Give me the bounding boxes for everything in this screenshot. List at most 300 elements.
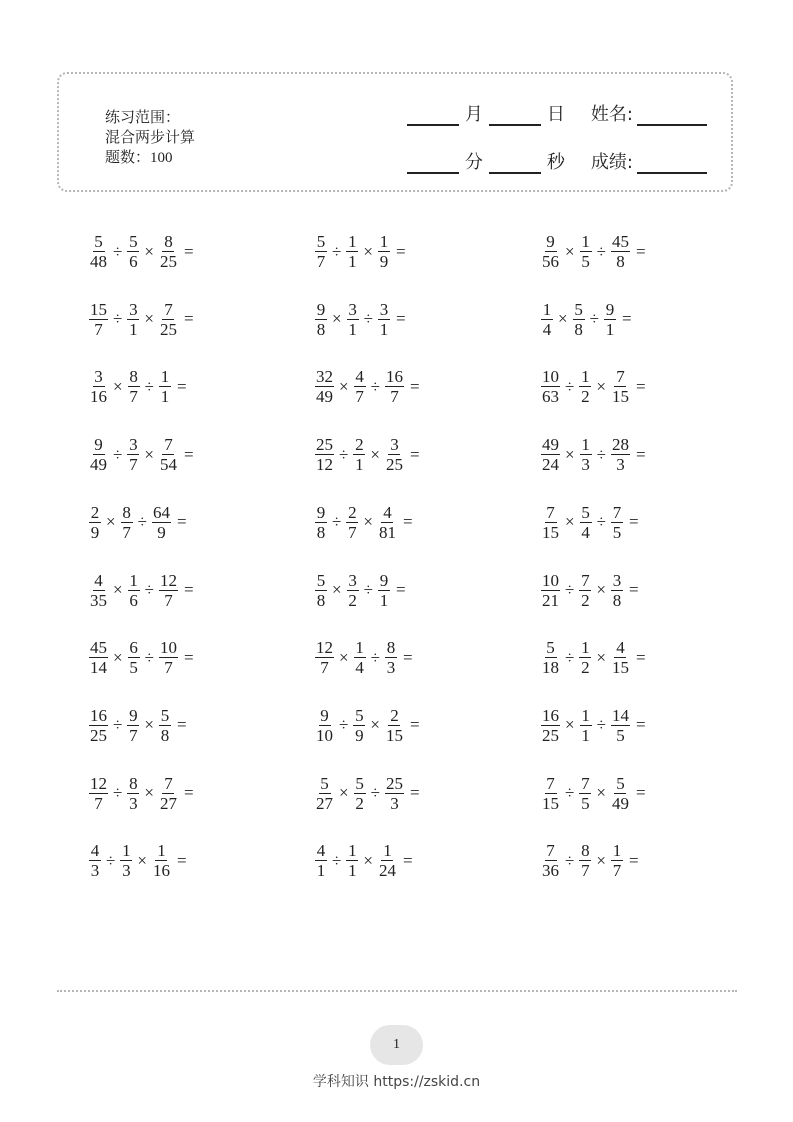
fraction [151, 504, 172, 541]
denominator: 8 [612, 590, 622, 610]
date-name-row [407, 100, 707, 126]
denominator: 1 [348, 861, 357, 881]
numerator: 7 [581, 773, 590, 793]
fraction [610, 707, 631, 744]
fraction [126, 233, 140, 270]
fraction [377, 842, 398, 879]
problem-item [540, 301, 632, 338]
equals-sign: = [635, 715, 646, 735]
numerator: 4 [355, 367, 364, 387]
numerator: 1 [348, 232, 357, 251]
exercise-info [105, 108, 195, 168]
divide-sign: ÷ [565, 580, 575, 599]
numerator: 3 [390, 435, 399, 455]
denominator: 4 [355, 658, 364, 678]
fraction [88, 368, 109, 405]
numerator: 1 [581, 435, 590, 455]
minute-blank[interactable] [407, 154, 459, 174]
multiply-sign: × [596, 783, 606, 803]
divide-sign: ÷ [144, 376, 154, 396]
denominator: 3 [386, 658, 396, 678]
multiply-sign: × [363, 850, 373, 870]
fraction [572, 301, 586, 338]
denominator: 7 [122, 522, 131, 542]
denominator: 25 [159, 252, 177, 271]
numerator: 3 [129, 299, 138, 319]
equals-sign: = [635, 647, 646, 667]
multiply-sign: × [370, 444, 380, 464]
problem-item [540, 504, 639, 541]
multiply-sign: × [596, 647, 606, 667]
denominator: 3 [616, 455, 625, 475]
fraction [578, 775, 592, 812]
denominator: 27 [159, 793, 177, 813]
denominator: 7 [390, 387, 399, 407]
equals-sign: = [395, 309, 406, 329]
fraction [540, 436, 561, 473]
numerator: 64 [152, 502, 170, 522]
denominator: 1 [581, 725, 590, 745]
fraction [578, 368, 592, 405]
fraction [314, 301, 328, 338]
fraction [314, 436, 335, 473]
multiply-sign: × [565, 241, 575, 261]
problem-item [540, 775, 646, 812]
fraction [346, 572, 360, 609]
divide-sign: ÷ [137, 512, 147, 532]
divide-sign: ÷ [370, 647, 380, 667]
day-label: 日 [546, 104, 565, 125]
denominator: 25 [90, 725, 107, 745]
numerator: 1 [581, 638, 590, 658]
denominator: 1 [379, 590, 389, 610]
denominator: 5 [616, 725, 625, 745]
numerator: 7 [164, 773, 173, 793]
denominator: 1 [316, 861, 326, 881]
equals-sign: = [402, 850, 413, 870]
problem-item [88, 707, 187, 744]
numerator: 15 [90, 299, 107, 319]
fraction [88, 707, 109, 744]
day-blank[interactable] [489, 106, 541, 126]
denominator: 16 [90, 387, 107, 407]
denominator: 4 [581, 522, 590, 542]
fraction [610, 572, 624, 609]
numerator: 8 [129, 367, 138, 387]
multiply-sign: × [144, 309, 154, 329]
numerator: 45 [611, 232, 629, 251]
denominator: 10 [316, 725, 333, 745]
numerator: 12 [316, 638, 333, 658]
numerator: 8 [129, 773, 138, 793]
fraction [610, 436, 631, 473]
denominator: 2 [348, 590, 357, 610]
equals-sign: = [176, 512, 187, 532]
denominator: 9 [90, 522, 100, 542]
fraction [158, 572, 179, 609]
numerator: 2 [355, 435, 364, 455]
equals-sign: = [635, 783, 646, 803]
multiply-sign: × [370, 715, 380, 735]
denominator: 7 [320, 658, 329, 678]
problem-item [314, 775, 420, 812]
multiply-sign: × [339, 783, 349, 803]
multiply-sign: × [565, 512, 575, 532]
fraction [578, 572, 592, 609]
problem-item [540, 707, 646, 744]
fraction [578, 639, 592, 676]
denominator: 2 [581, 387, 590, 407]
equals-sign: = [635, 376, 646, 396]
divide-sign: ÷ [144, 647, 154, 667]
denominator: 7 [355, 387, 364, 407]
denominator: 63 [542, 387, 559, 407]
numerator: 8 [122, 502, 131, 522]
multiply-sign: × [339, 376, 349, 396]
denominator: 15 [542, 522, 559, 542]
denominator: 54 [159, 455, 177, 475]
name-blank[interactable] [637, 106, 707, 126]
numerator: 45 [90, 638, 107, 658]
numerator: 5 [316, 232, 326, 251]
fraction [314, 842, 328, 879]
divide-sign: ÷ [565, 783, 575, 803]
divide-sign: ÷ [596, 444, 606, 464]
fraction [579, 436, 593, 473]
second-label: 秒 [546, 152, 565, 173]
numerator: 3 [379, 299, 389, 319]
equals-sign: = [409, 783, 420, 803]
denominator: 5 [581, 252, 590, 271]
equals-sign: = [183, 647, 194, 667]
denominator: 7 [129, 387, 138, 407]
numerator: 1 [581, 367, 590, 387]
denominator: 2 [581, 658, 590, 678]
problem-item [540, 368, 646, 405]
numerator: 7 [546, 502, 555, 522]
denominator: 81 [378, 522, 396, 542]
fraction [540, 639, 561, 676]
fraction [384, 368, 405, 405]
denominator: 15 [385, 725, 403, 745]
fraction [346, 301, 360, 338]
divide-sign: ÷ [363, 309, 373, 329]
equals-sign: = [402, 512, 413, 532]
denominator: 24 [542, 455, 559, 475]
equals-sign: = [628, 580, 639, 599]
denominator: 9 [355, 725, 364, 745]
equals-sign: = [628, 850, 639, 870]
multiply-sign: × [565, 444, 575, 464]
numerator: 1 [379, 232, 389, 251]
denominator: 8 [160, 725, 170, 745]
equals-sign: = [183, 783, 194, 803]
numerator: 9 [546, 232, 555, 251]
numerator: 49 [542, 435, 559, 455]
numerator: 8 [581, 841, 590, 861]
multiply-sign: × [144, 241, 154, 261]
equals-sign: = [183, 241, 194, 261]
divider [57, 990, 737, 992]
denominator: 7 [612, 861, 622, 881]
fraction [353, 775, 367, 812]
equals-sign: = [635, 444, 646, 464]
divide-sign: ÷ [113, 783, 123, 803]
divide-sign: ÷ [596, 715, 606, 735]
fraction [353, 639, 367, 676]
fraction [377, 504, 398, 541]
numerator: 32 [316, 367, 333, 387]
numerator: 9 [316, 299, 326, 319]
fraction [352, 707, 366, 744]
denominator: 8 [616, 252, 625, 271]
fraction [158, 368, 172, 405]
fraction [120, 504, 134, 541]
denominator: 3 [581, 455, 590, 475]
multiply-sign: × [339, 647, 349, 667]
fraction [540, 572, 561, 609]
equals-sign: = [176, 850, 187, 870]
numerator: 25 [385, 773, 403, 793]
problem-item [88, 775, 194, 812]
fraction [127, 368, 141, 405]
multiply-sign: × [363, 241, 373, 261]
fraction [314, 504, 328, 541]
numerator: 1 [122, 841, 131, 861]
numerator: 1 [581, 232, 590, 251]
numerator: 5 [546, 638, 555, 658]
denominator: 14 [90, 658, 107, 678]
numerator: 10 [159, 638, 177, 658]
denominator: 3 [390, 793, 399, 813]
fraction [88, 233, 109, 270]
numerator: 28 [611, 435, 629, 455]
denominator: 5 [581, 793, 590, 813]
numerator: 4 [616, 638, 625, 658]
numerator: 9 [320, 705, 329, 725]
multiply-sign: × [332, 309, 342, 329]
time-score-row [407, 148, 707, 174]
divide-sign: ÷ [332, 241, 342, 261]
denominator: 3 [129, 793, 138, 813]
numerator: 5 [355, 705, 364, 725]
fraction [540, 368, 561, 405]
numerator: 6 [129, 638, 138, 658]
fraction [151, 842, 172, 879]
denominator: 18 [542, 658, 559, 678]
equals-sign: = [183, 309, 194, 329]
fraction [579, 707, 593, 744]
divide-sign: ÷ [589, 309, 599, 329]
denominator: 25 [542, 725, 559, 745]
minute-label: 分 [464, 152, 483, 173]
denominator: 49 [611, 793, 629, 813]
equals-sign: = [409, 715, 420, 735]
numerator: 10 [542, 570, 559, 590]
denominator: 1 [355, 455, 364, 475]
denominator: 1 [129, 319, 138, 339]
fraction [579, 504, 593, 541]
numerator: 16 [542, 705, 559, 725]
fraction [384, 707, 405, 744]
numerator: 1 [157, 841, 166, 861]
numerator: 7 [616, 367, 625, 387]
fraction [88, 504, 102, 541]
problem-item [88, 301, 194, 338]
multiply-sign: × [332, 580, 342, 599]
fraction [352, 436, 366, 473]
numerator: 12 [159, 570, 177, 590]
numerator: 8 [164, 232, 173, 251]
numerator: 7 [164, 435, 173, 455]
fraction [384, 775, 405, 812]
equals-sign: = [621, 309, 632, 329]
denominator: 8 [316, 319, 326, 339]
month-blank[interactable] [407, 106, 459, 126]
numerator: 5 [316, 570, 326, 590]
denominator: 15 [611, 387, 629, 407]
equals-sign: = [395, 580, 406, 599]
multiply-sign: × [144, 715, 154, 735]
score-label: 成绩: [590, 152, 633, 173]
denominator: 1 [379, 319, 389, 339]
fraction [610, 504, 624, 541]
header-box [57, 72, 733, 192]
problem-item [88, 572, 194, 609]
fraction [377, 233, 391, 270]
numerator: 1 [160, 367, 170, 387]
numerator: 7 [546, 773, 555, 793]
numerator: 8 [386, 638, 396, 658]
fraction [345, 842, 359, 879]
denominator: 7 [94, 319, 103, 339]
fraction [610, 842, 624, 879]
fraction [384, 639, 398, 676]
denominator: 48 [90, 252, 107, 271]
divide-sign: ÷ [370, 376, 380, 396]
fraction [126, 436, 140, 473]
problem-item [88, 842, 187, 879]
divide-sign: ÷ [106, 850, 116, 870]
numerator: 1 [581, 705, 590, 725]
multiply-sign: × [144, 783, 154, 803]
denominator: 1 [605, 319, 615, 339]
denominator: 12 [316, 455, 333, 475]
fraction [540, 775, 561, 812]
divide-sign: ÷ [565, 376, 575, 396]
denominator: 7 [581, 861, 590, 881]
fraction [540, 504, 561, 541]
fraction [88, 301, 109, 338]
numerator: 25 [316, 435, 333, 455]
denominator: 9 [379, 252, 389, 271]
numerator: 5 [355, 773, 364, 793]
denominator: 25 [385, 455, 403, 475]
fraction [377, 301, 391, 338]
denominator: 27 [316, 793, 333, 813]
numerator: 12 [90, 773, 107, 793]
fraction [88, 572, 109, 609]
fraction [579, 233, 593, 270]
divide-sign: ÷ [113, 241, 123, 261]
multiply-sign: × [113, 647, 123, 667]
fraction [126, 301, 140, 338]
equals-sign: = [635, 241, 646, 261]
numerator: 4 [94, 570, 103, 590]
fraction [314, 775, 335, 812]
numerator: 5 [160, 705, 170, 725]
numerator: 7 [581, 570, 590, 590]
fraction [540, 301, 554, 338]
problem-item [540, 842, 639, 879]
denominator: 7 [348, 522, 357, 542]
denominator: 2 [581, 590, 590, 610]
divide-sign: ÷ [596, 512, 606, 532]
equals-sign: = [409, 376, 420, 396]
denominator: 5 [612, 522, 622, 542]
denominator: 8 [316, 590, 326, 610]
fraction [158, 639, 179, 676]
denominator: 1 [348, 252, 357, 271]
denominator: 7 [94, 793, 103, 813]
numerator: 3 [129, 435, 138, 455]
problem-item [314, 436, 420, 473]
fraction [88, 436, 109, 473]
denominator: 3 [122, 861, 131, 881]
numerator: 5 [129, 232, 138, 251]
name-label: 姓名: [590, 104, 633, 125]
denominator: 1 [348, 319, 357, 339]
denominator: 7 [164, 590, 173, 610]
fraction [540, 842, 561, 879]
fraction [610, 233, 631, 270]
divide-sign: ÷ [565, 647, 575, 667]
problem-item [540, 436, 646, 473]
divide-sign: ÷ [144, 580, 154, 599]
fraction [158, 233, 179, 270]
fraction [314, 368, 335, 405]
multiply-sign: × [137, 850, 147, 870]
equals-sign: = [409, 444, 420, 464]
fraction [119, 842, 133, 879]
fraction [158, 775, 179, 812]
numerator: 2 [390, 705, 399, 725]
fraction [314, 233, 328, 270]
denominator: 15 [542, 793, 559, 813]
numerator: 9 [605, 299, 615, 319]
numerator: 1 [542, 299, 552, 319]
fraction [126, 707, 140, 744]
second-blank[interactable] [489, 154, 541, 174]
denominator: 8 [316, 522, 326, 542]
divide-sign: ÷ [339, 715, 349, 735]
fraction [158, 301, 179, 338]
denominator: 16 [152, 861, 170, 881]
numerator: 5 [581, 502, 590, 522]
numerator: 7 [612, 502, 622, 522]
month-label: 月 [464, 104, 483, 125]
score-blank[interactable] [637, 154, 707, 174]
problem-item [314, 572, 406, 609]
numerator: 16 [90, 705, 107, 725]
denominator: 49 [316, 387, 333, 407]
divide-sign: ÷ [113, 444, 123, 464]
numerator: 5 [320, 773, 329, 793]
denominator: 7 [316, 252, 326, 271]
range-value: 混合两步计算 [105, 130, 196, 146]
problem-item [314, 368, 420, 405]
problem-item [88, 639, 194, 676]
